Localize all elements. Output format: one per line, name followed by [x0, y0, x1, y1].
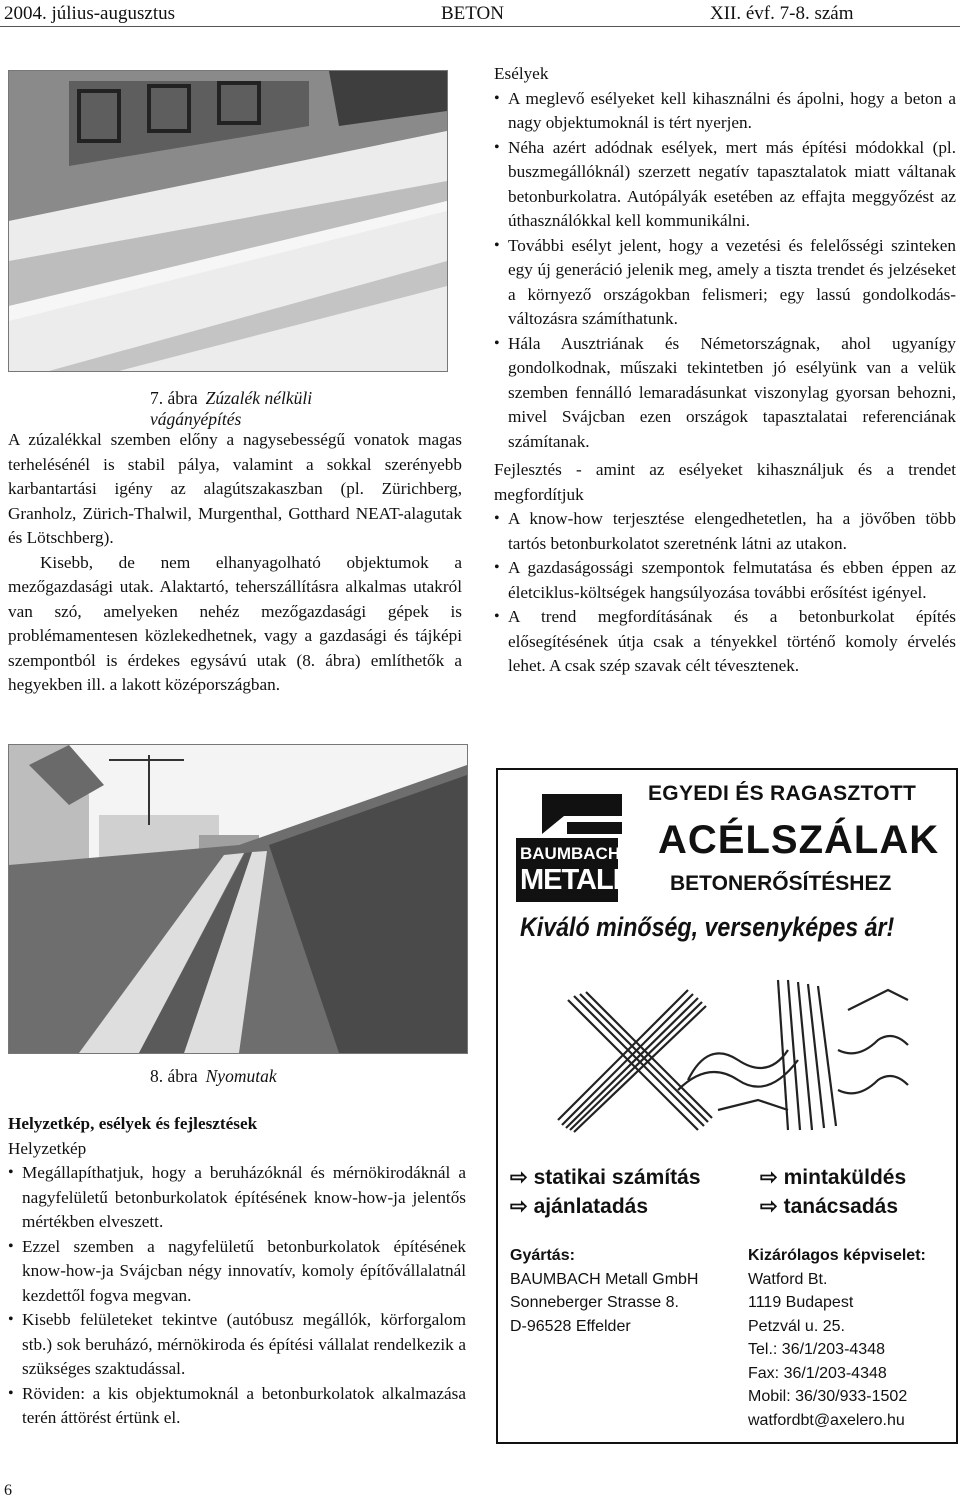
- fejlesztes-list: [494, 507, 956, 679]
- list-item: • Kisebb felületeket tekintve (autóbusz megállók, körforgalom stb.) sok beruházó, mérnökiroda és építési vállalat rendelkezik a szükséges szaktudással.: [8, 1308, 466, 1382]
- ad-line-2: ACÉLSZÁLAK: [658, 818, 940, 862]
- header-issue: XII. évf. 7-8. szám: [710, 3, 854, 24]
- page-number: 6: [4, 1482, 12, 1499]
- list-item: • A gazdaságossági szempontok felmutatása és ebben éppen az életciklus-költségek hangsúlyozása további erősítést igényel.: [494, 556, 956, 605]
- list-item: • Röviden: a kis objektumoknál a betonburkolatok alkalmazása terén áttörést értünk el.: [8, 1382, 466, 1431]
- figure-8-title: Nyomutak: [205, 1066, 277, 1086]
- figure-7-number: 7. ábra: [150, 388, 198, 408]
- service-tanacsadas: ⇨ tanácsadás: [760, 1195, 899, 1218]
- header-date: 2004. július-augusztus: [4, 3, 175, 24]
- figure-8-photo: [8, 744, 468, 1054]
- list-item: • További esélyt jelent, hogy a vezetési és felelősségi szinteken egy új generáció jelenik meg, amely a tiszta trendet és jelzéseket a környező országokban felismeri; egy lassú gondolkodás-változásra számíthatunk.: [494, 234, 956, 332]
- ad-line-3: BETONERŐSÍTÉSHEZ: [670, 872, 892, 895]
- steel-fibers-image: [538, 970, 918, 1140]
- list-item: • A trend megfordításának és a betonburkolat építés elősegítésének útja csak a tényekkel történő komoly érvelés lehet. A csak szép szavak célt tévesztenek.: [494, 605, 956, 679]
- list-item: • Hála Ausztriának és Németországnak, ahol ugyanígy gondolkodnak, műszaki tekintetben jó esélyünk van a velük szemben fennálló lemaradásunkat viszonylag gyorsan behozni, mivel Svájcban ezen országok tapasztalatai referenciának számítanak.: [494, 332, 956, 455]
- rep-email[interactable]: watfordbt@axelero.hu: [748, 1411, 905, 1429]
- fejlesztes-title: Fejlesztés - amint az esélyeket kihasználjuk és a trendet megfordítjuk: [494, 460, 956, 504]
- rep-line: Watford Bt.: [748, 1270, 828, 1288]
- right-body-text: [494, 62, 956, 679]
- section-subtitle: Helyzetkép: [8, 1138, 87, 1158]
- list-item: • Megállapíthatjuk, hogy a beruházóknál és mérnökirodáknál a nagyfelületű betonburkolatok építésének know-how-ja jelentős mértékben elveszett.: [8, 1161, 466, 1235]
- section-helyzetkep: [8, 1112, 466, 1431]
- paragraph: Kisebb, de nem elhanyagolható objektumok a mezőgazdasági utak. Alaktartó, teherszállításra alkalmas utakról van szó, amelyeken nehéz mezőgazdasági gépek is problémamentesen közlekedhetnek, vagy a gazdasági és tájképi szempontból is érdekes egysávú utak (8. ábra) említhetők a hegyekben ill. a lakott középországban.: [8, 552, 462, 694]
- left-body-text: [8, 428, 462, 698]
- figure-7-title: Zúzalék nélküli vágányépítés: [150, 388, 313, 429]
- paragraph: A zúzalékkal szemben előny a nagysebességű vonatok magas terhelésénél is stabil pálya, valamint a sokkal szerényebb karbantartási igény az alagútszakaszban (pl. Zürichberg, Granholz, Zürich-Thalwil, Murgenthal, Gotthard NEAT-alagutak és Lötschberg).: [8, 430, 462, 547]
- list-item: • A meglevő esélyeket kell kihasználni és ápolni, hogy a beton a nagy objektumoknál is tért nyerjen.: [494, 87, 956, 136]
- list-item: • A know-how terjesztése elengedhetetlen, ha a jövőben több tartós betonburkolatot szeretnénk látni az utakon.: [494, 507, 956, 556]
- manufacturer-info: [510, 1244, 698, 1338]
- concrete-wheel-track-road-icon: [9, 745, 467, 1053]
- maker-line: BAUMBACH Metall GmbH: [510, 1270, 699, 1288]
- rep-line: Fax: 36/1/203-4348: [748, 1364, 887, 1382]
- steel-fibers-icon: [538, 970, 918, 1140]
- running-header: [0, 0, 960, 27]
- maker-line: Sonneberger Strasse 8.: [510, 1294, 679, 1311]
- baumbach-logo: [512, 794, 630, 906]
- header-journal: BETON: [441, 3, 504, 24]
- list-item: • Ezzel szemben a nagyfelületű betonburkolatok építésének know-how-ja Svájcban négy innovatív, komoly építővállalatnál kezdettől fogva megvan.: [8, 1235, 466, 1309]
- service-mintakuldes: ⇨ mintaküldés: [760, 1166, 907, 1189]
- rep-line: Mobil: 36/30/933-1502: [748, 1388, 908, 1405]
- section-title: Helyzetkép, esélyek és fejlesztések: [8, 1114, 258, 1133]
- logo-top-text: BAUMBACH: [520, 844, 621, 863]
- ad-slogan: Kiváló minőség, versenyképes ár!: [520, 912, 895, 942]
- rep-line: Petzvál u. 25.: [748, 1317, 845, 1335]
- rep-line: 1119 Budapest: [748, 1294, 854, 1311]
- maker-line: D-96528 Effelder: [510, 1317, 631, 1335]
- figure-7-caption: [150, 388, 390, 430]
- ad-line-1: EGYEDI ÉS RAGASZTOTT: [648, 782, 917, 805]
- service-statikai: ⇨ statikai számítás: [510, 1166, 701, 1189]
- representative-info: [748, 1244, 926, 1432]
- maker-label: Gyártás:: [510, 1247, 575, 1264]
- figure-8-number: 8. ábra: [150, 1066, 198, 1086]
- figure-8-caption: [150, 1066, 390, 1087]
- service-ajanlatadas: ⇨ ajánlatadás: [510, 1195, 649, 1218]
- figure-7-photo: [8, 70, 448, 372]
- rep-line: Tel.: 36/1/203-4348: [748, 1341, 885, 1358]
- eselyek-list: [494, 87, 956, 455]
- helyzetkep-list: [8, 1161, 466, 1431]
- eselyek-title: Esélyek: [494, 64, 549, 83]
- concrete-track-slab-icon: [9, 71, 447, 371]
- rep-label: Kizárólagos képviselet:: [748, 1247, 926, 1264]
- logo-bottom-text: METALL: [520, 864, 630, 896]
- advertisement-baumbach: [496, 768, 958, 1444]
- list-item: • Néha azért adódnak esélyek, mert más építési módokkal (pl. buszmegállóknál) szerzett negatív tapasztalatok miatt váltanak betonburkolatra. Autópályák esetében az effajta meggyőzést az úthasználókkal kell kommunikálni.: [494, 136, 956, 234]
